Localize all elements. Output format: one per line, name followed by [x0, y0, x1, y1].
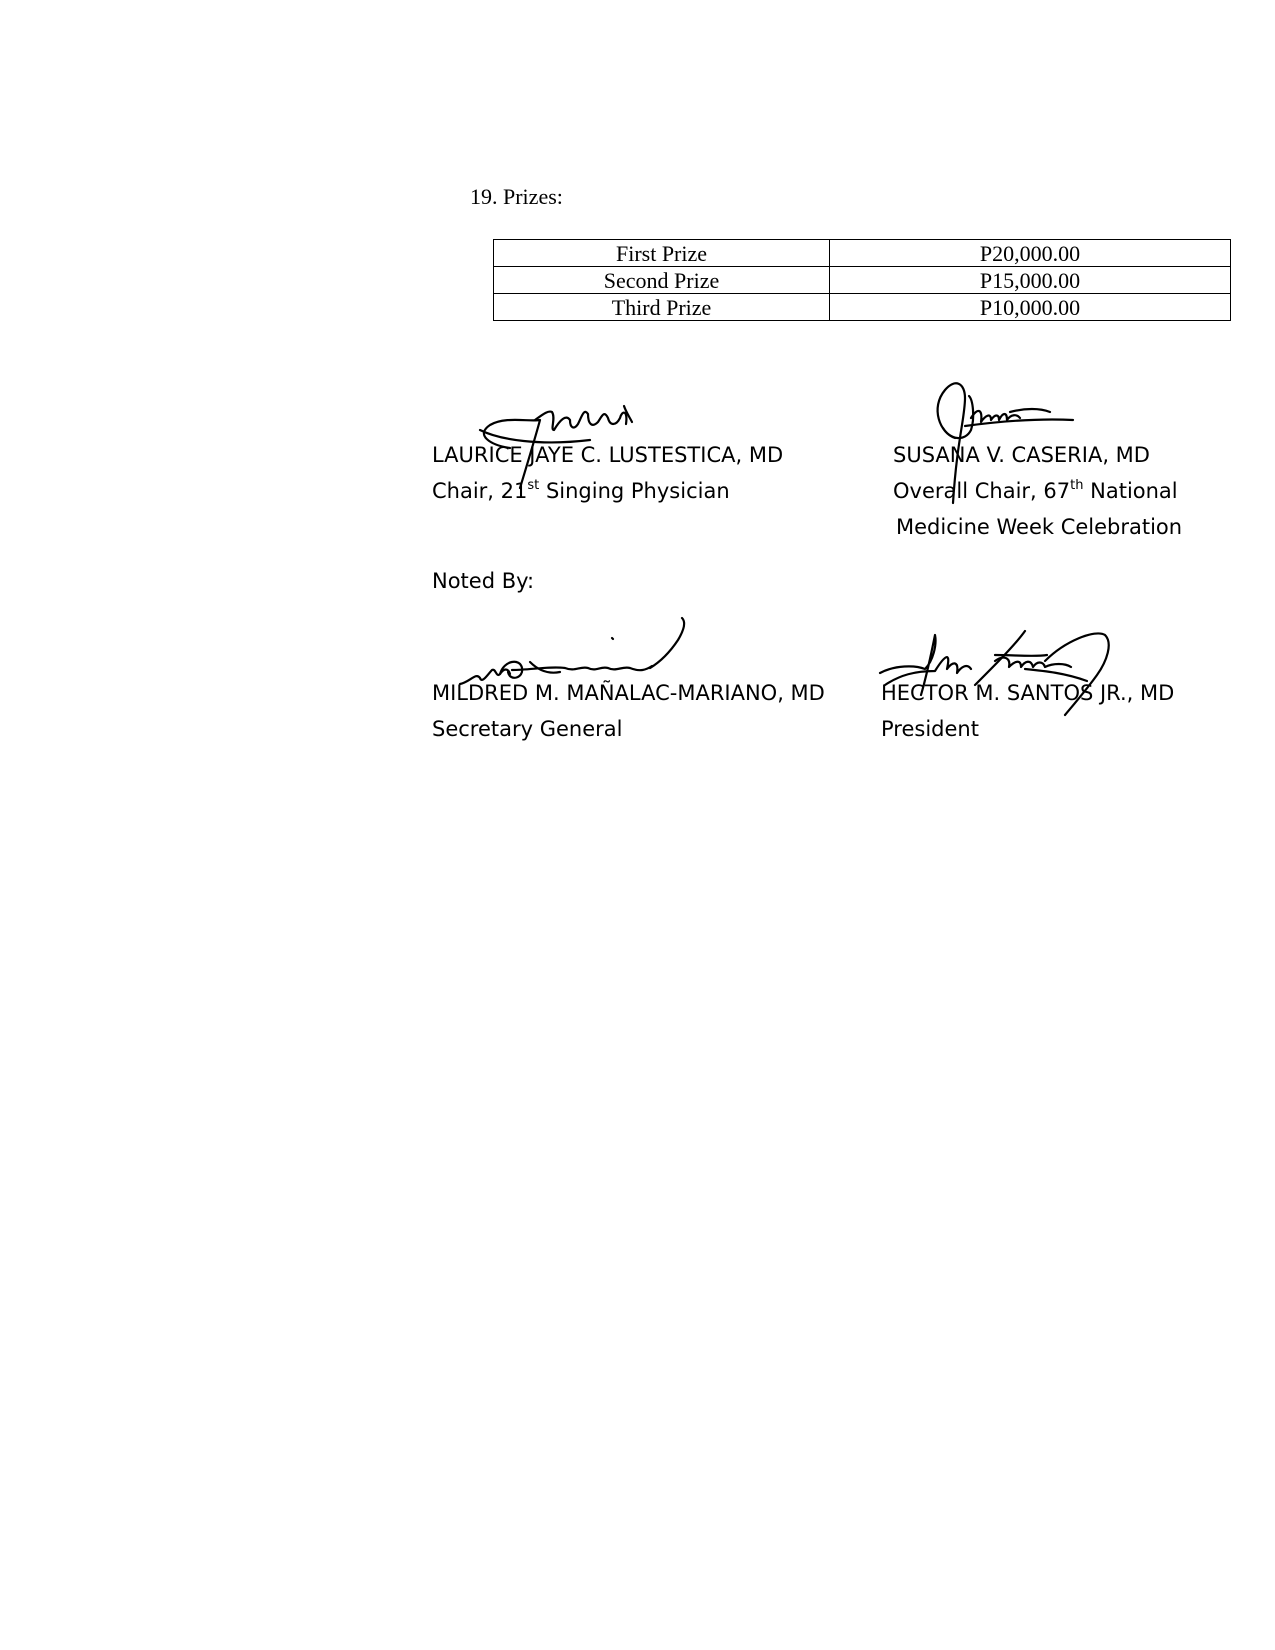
prize-label: First Prize [494, 240, 830, 267]
signature-overall-chair-image [925, 378, 1085, 508]
signatory-title-line2: Medicine Week Celebration [896, 515, 1183, 539]
prize-amount: P10,000.00 [830, 294, 1231, 321]
prize-amount: P15,000.00 [830, 267, 1231, 294]
table-row [494, 267, 1231, 294]
prize-amount: P20,000.00 [830, 240, 1231, 267]
prize-table [493, 239, 1231, 321]
signatory-title: Chair, 21st Singing Physician [432, 478, 730, 503]
signature-secretary-image [450, 612, 710, 702]
signatory-name: MILDRED M. MAÑALAC-MARIANO, MD [432, 681, 825, 705]
signatory-name: SUSANA V. CASERIA, MD [893, 443, 1150, 467]
noted-by-label: Noted By: [432, 569, 535, 593]
prize-label: Second Prize [494, 267, 830, 294]
signatory-title: Overall Chair, 67th National [893, 478, 1178, 503]
signature-president-image [875, 625, 1135, 725]
table-row [494, 240, 1231, 267]
signatory-title: Secretary General [432, 717, 623, 741]
prize-label: Third Prize [494, 294, 830, 321]
signature-chair-image [470, 400, 670, 495]
section-heading: 19. Prizes: [470, 184, 563, 209]
signatory-title: President [881, 717, 979, 741]
table-row [494, 294, 1231, 321]
signatory-name: LAURICE JAYE C. LUSTESTICA, MD [432, 443, 784, 467]
signatory-name: HECTOR M. SANTOS JR., MD [881, 681, 1175, 705]
